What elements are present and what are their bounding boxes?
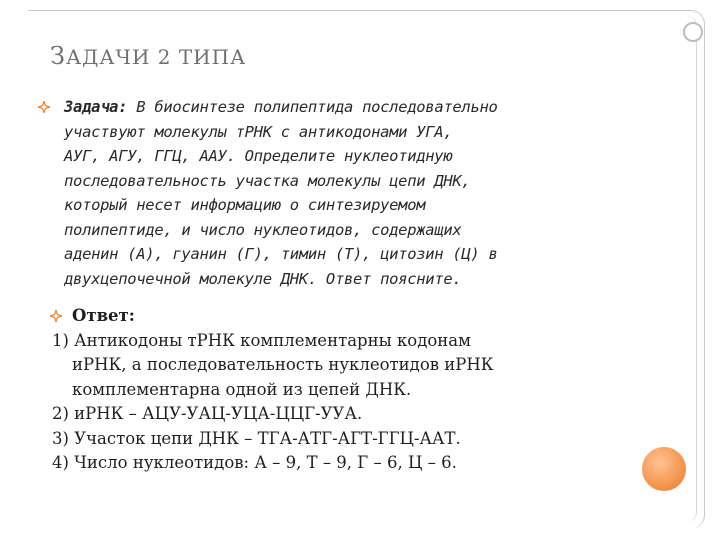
answer-block — [52, 304, 652, 476]
task-line-2: участвуют молекулы тРНК с антикодонами УГА, — [64, 122, 453, 141]
answer-item-1-line-2: иРНК, а последовательность нуклеотидов иРНК — [72, 355, 494, 374]
bullet-icon — [38, 101, 50, 113]
slide-title — [50, 42, 246, 70]
task-line-7: аденин (А), гуанин (Г), тимин (Т), цитозин (Ц) в — [64, 245, 498, 263]
task-line-1-text: В биосинтезе полипептида последовательно — [136, 98, 498, 116]
answer-item-3: 3) Участок цепи ДНК – ТГА-АТГ-АГТ-ГГЦ-ААТ. — [52, 428, 461, 448]
title-first-letter: З — [50, 42, 66, 70]
task-line-8: двухцепочечной молекуле ДНК. Ответ поясните. — [64, 269, 462, 288]
task-line-1 — [64, 95, 664, 120]
answer-item-2: 2) иРНК – АЦУ-УАЦ-УЦА-ЦЦГ-УУА. — [52, 404, 363, 423]
task-label: Задача: — [64, 98, 128, 116]
ring-decoration — [683, 22, 703, 42]
answer-item-1-line-3: комплементарна одной из цепей ДНК. — [72, 379, 412, 399]
task-line-6: полипептиде, и число нуклеотидов, содержащих — [64, 220, 462, 239]
task-line-3: АУГ, АГУ, ГГЦ, ААУ. Определите нуклеотидную — [64, 147, 453, 165]
task-line-4: последовательность участка молекулы цепи ДНК, — [64, 171, 471, 190]
answer-header: Ответ: — [72, 306, 135, 325]
task-line-5: который несет информацию о синтезируемом — [64, 196, 426, 214]
answer-item-1-line-1: 1) Антикодоны тРНК комплементарны кодонам — [52, 330, 471, 350]
title-rest: АДАЧИ 2 ТИПА — [65, 45, 247, 69]
answer-item-4: 4) Число нуклеотидов: А – 9, Т – 9, Г – 6, Ц – 6. — [52, 453, 457, 472]
task-text — [64, 95, 664, 291]
